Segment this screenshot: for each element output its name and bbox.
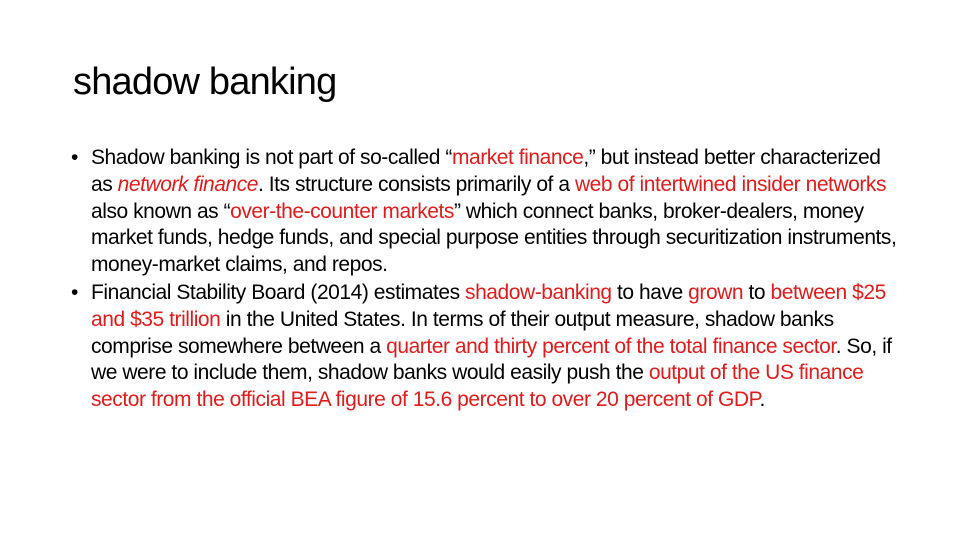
- highlighted-phrase: output of the US finance sector from the official BEA figure of 15.6 percent to over 20 percent of GDP: [91, 361, 864, 412]
- text-run: . So, if we were to include them, shadow banks would easily push the: [91, 334, 892, 385]
- text-run: in the United States. In terms of their output measure, shadow banks comprise somewhere between a: [91, 307, 834, 358]
- highlighted-phrase: quarter and thirty percent of the total finance sector: [386, 334, 836, 358]
- text-run: Shadow banking is not part of so-called “: [91, 146, 452, 169]
- text-run: also known as “: [91, 199, 231, 223]
- highlighted-phrase: shadow-banking: [465, 280, 612, 304]
- text-run: to have: [611, 280, 689, 304]
- text-run: ,” but instead better characterized as: [91, 146, 881, 196]
- highlighted-phrase: market finance: [451, 146, 584, 169]
- highlighted-phrase: web of intertwined insider networks: [574, 172, 887, 196]
- bullet-item: [70, 145, 900, 279]
- bullet-item: [70, 280, 900, 414]
- text-run: .: [759, 388, 765, 412]
- text-run: to: [743, 280, 771, 304]
- highlighted-phrase: over-the-counter markets: [230, 199, 454, 223]
- text-run: Financial Stability Board (2014) estimates: [91, 280, 466, 304]
- highlighted-phrase: network finance: [117, 172, 259, 196]
- bullet-marker: •: [71, 146, 78, 169]
- bullet-list: [70, 145, 900, 415]
- highlighted-phrase: between $25 and $35 trillion: [91, 280, 886, 331]
- highlighted-phrase: grown: [688, 280, 744, 304]
- slide-title: shadow banking: [73, 61, 337, 103]
- text-run: . Its structure consists primarily of a: [258, 172, 575, 196]
- bullet-marker: •: [71, 280, 78, 304]
- text-run: ” which connect banks, broker-dealers, money market funds, hedge funds, and special purpose entities through securitization instruments, money-market claims, and repos.: [91, 199, 897, 277]
